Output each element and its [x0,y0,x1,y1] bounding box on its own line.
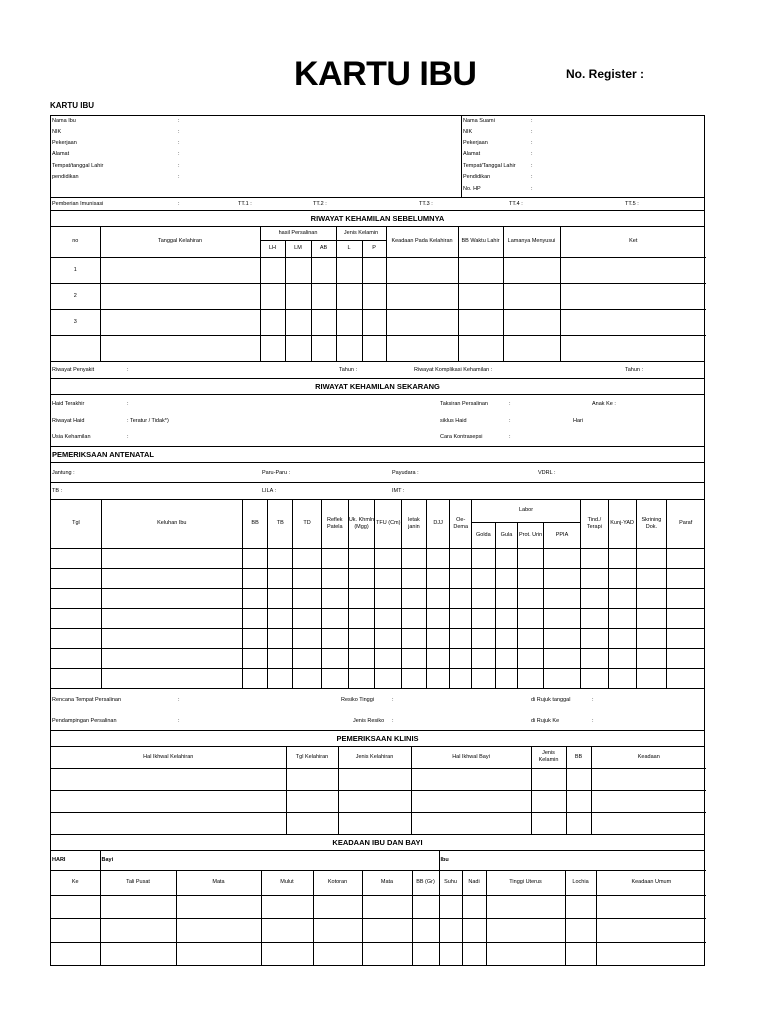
col-bb: BB [242,500,268,548]
col-djj: DJJ [426,500,450,548]
page-title: KARTU IBU [294,55,477,93]
table-row [51,283,706,309]
col-screening: Skrining Dok. [636,500,667,548]
child-order-field[interactable]: Anak Ke : [592,401,616,407]
tb-field[interactable]: TB : [52,488,63,494]
table-row [51,812,706,834]
husband-phone-field[interactable]: : [531,186,533,192]
mother-job-field[interactable]: : [178,140,180,146]
col-baby-eyes: Mata [176,870,261,895]
day-label: HARI [51,851,100,870]
mother-job-label: Pekerjaan [52,140,77,146]
disease-year-field[interactable]: Tahun : [339,367,358,373]
mother-education-label: pendidikan [52,174,79,180]
mother-birth-label: Tempat/tanggal Lahir [52,163,104,169]
husband-name-field[interactable]: : [531,118,533,124]
referral-date-label: di Rujuk tanggal [531,697,571,703]
husband-name-label: Nama Suami [463,118,495,124]
col-birth-date: Tgl Kelahiran [286,747,338,768]
previous-pregnancy-table-wrap [51,227,704,362]
antenatal-heading: PEMERIKSAAN ANTENATAL [51,447,704,463]
contraception-field[interactable]: : [509,434,511,440]
col-ab: AB [311,240,336,257]
high-risk-field[interactable]: : [392,697,394,703]
complication-history-field[interactable]: Riwayat Komplikasi Kehamilan : [414,367,493,373]
mother-name-field[interactable]: : [178,118,180,124]
antenatal-exam-row-2 [51,483,704,500]
tt4-field[interactable]: TT.4 : [509,201,523,207]
col-birth-state: Keadaan Pada Kelahiran [386,227,458,257]
table-row [51,548,704,568]
col-sex: Jenis Kelamin [336,227,386,240]
mother-baby-heading: KEADAAN IBU DAN BAYI [51,835,704,851]
col-pulse: Nadi [462,870,486,895]
immunization-label: Pemberian Imunisasi [52,201,104,207]
immunization-colon: : [178,201,180,207]
gestational-age-label: Usia Kehamilan [52,434,91,440]
col-td: TD [293,500,322,548]
col-golda: Golda [472,522,496,548]
delivery-place-field[interactable]: : [178,697,180,703]
husband-address-field[interactable]: : [531,151,533,157]
previous-pregnancy-heading: RIWAYAT KEHAMILAN SEBELUMNYA [51,211,704,227]
current-pregnancy-heading: RIWAYAT KEHAMILAN SEKARANG [51,379,704,395]
immunization-row [51,198,704,211]
referred-to-field[interactable]: : [592,718,594,724]
table-row [51,568,704,588]
disease-history-field[interactable]: : [127,367,129,373]
husband-job-field[interactable]: : [531,140,533,146]
col-l: L [336,240,362,257]
mother-name-label: Nama Ibu [52,118,76,124]
col-gula: Gula [495,522,518,548]
row-number: 3 [51,309,100,335]
col-gestation: Uk. Khmln (Mgg) [348,500,375,548]
clinical-table-wrap [51,747,704,835]
husband-birth-field[interactable]: : [531,163,533,169]
col-next-visit: Kunj-YAD [608,500,636,548]
lmp-field[interactable]: : [127,401,129,407]
delivery-plan-section [51,689,704,731]
col-mouth: Mulut [261,870,313,895]
vdrl-field[interactable]: VDRL : [538,470,556,476]
tt5-field[interactable]: TT.5 : [625,201,639,207]
identity-section [51,116,704,198]
col-lochia: Lochia [565,870,596,895]
risk-type-field[interactable]: : [392,718,394,724]
col-birth-circumstance: Hal Ikhwal Kelahiran [51,747,286,768]
col-uterus-height: Tinggi Uterus [486,870,565,895]
husband-address-label: Alamat [463,151,481,157]
col-therapy: Tind./ Terapi [581,500,609,548]
register-number-label: No. Register : [566,67,645,81]
husband-nik-field[interactable]: : [531,129,533,135]
tt3-field[interactable]: TT.3 : [419,201,433,207]
col-nursing: Lamanya Menyusui [503,227,560,257]
col-signature: Paraf [667,500,704,548]
contraception-label: Cara Kontrasepsi [440,434,483,440]
table-row [51,588,704,608]
lungs-field[interactable]: Paru-Paru : [262,470,291,476]
antenatal-visit-table [51,500,704,688]
husband-job-label: Pekerjaan [463,140,488,146]
card-subtitle: KARTU IBU [50,101,94,110]
menstrual-history-field[interactable]: : Teratur / Tidak*) [127,418,169,424]
companion-label: Pendampingan Persalinan [52,718,117,724]
col-umbilical: Tali Pusat [100,870,176,895]
delivery-place-label: Rencana Tempat Persalinan [52,697,121,703]
mother-nik-field[interactable]: : [178,129,180,135]
mother-birth-field[interactable]: : [178,163,180,169]
mother-education-field[interactable]: : [178,174,180,180]
husband-education-field[interactable]: : [531,174,533,180]
table-row [51,309,706,335]
col-eyes: Mata [362,870,412,895]
mother-group-label: Ibu [439,851,706,870]
days-label: Hari [573,418,584,424]
table-row [51,257,706,283]
lila-field[interactable]: LILA : [262,488,277,494]
col-stool: Kotoran [313,870,362,895]
col-oedema: Oe-Dema [450,500,472,548]
disease-history-row [51,362,704,379]
tt1-field[interactable]: TT.1 : [238,201,252,207]
row-number: 1 [51,257,100,283]
identity-divider [461,116,462,197]
clinical-exam-table [51,747,706,834]
col-birth-date: Tanggal Kelahiran [100,227,260,257]
table-row [51,628,704,648]
complication-year-field[interactable]: Tahun : [625,367,644,373]
col-tfu: TFU (Cm) [375,500,402,548]
col-tb: TB [268,500,293,548]
col-no: no [51,227,100,257]
col-labor: Labor [472,500,581,522]
col-birth-type: Jenis Kelahiran [338,747,411,768]
table-row [51,942,706,965]
antenatal-exam-row-1 [51,463,704,483]
disease-history-label: Riwayat Penyakit [52,367,95,373]
due-date-label: Taksiran Persalinan [440,401,488,407]
high-risk-label: Resiko Tinggi [341,697,375,703]
col-condition: Keadaan [591,747,706,768]
table-row [51,648,704,668]
antenatal-table-wrap [51,500,704,689]
row-number [51,335,100,361]
table-row [51,790,706,812]
heart-field[interactable]: Jantung : [52,470,75,476]
col-weight-gr: BB (Gr) [412,870,439,895]
current-pregnancy-section [51,395,704,447]
col-general-condition: Keadaan Umum [596,870,706,895]
table-row [51,608,704,628]
mother-address-field[interactable]: : [178,151,180,157]
mother-baby-table-wrap [51,851,704,965]
col-patellar: Reflek Patela [321,500,348,548]
col-lh: LH [260,240,285,257]
col-day-number: Ke [51,870,100,895]
mother-baby-table [51,851,706,965]
row-number: 2 [51,283,100,309]
mother-card-form [50,115,705,966]
table-row [51,668,704,688]
col-fetal-position: letak janin [402,500,427,548]
clinical-exam-heading: PEMERIKSAAN KLINIS [51,731,704,747]
mother-nik-label: NIK [52,129,62,135]
breast-field[interactable]: Payudara : [392,470,419,476]
due-date-field[interactable]: : [509,401,511,407]
mother-address-label: Alamat [52,151,70,157]
referred-to-label: di Rujuk Ke [531,718,560,724]
husband-birth-label: Tempat/Tanggal Lahir [463,163,516,169]
baby-group-label: Bayi [100,851,439,870]
col-p: P [362,240,386,257]
tt2-field[interactable]: TT.2 : [313,201,327,207]
referral-date-field[interactable]: : [592,697,594,703]
col-date: Tgl [51,500,101,548]
gestational-age-field[interactable]: : [127,434,129,440]
col-lm: LM [285,240,311,257]
companion-field[interactable]: : [178,718,180,724]
previous-pregnancy-table [51,227,706,361]
table-row [51,335,706,361]
col-baby-sex: Jenis Kelamin [531,747,566,768]
table-row [51,895,706,918]
col-prot-urin: Prot. Urin [518,522,544,548]
col-ppia: PPIA [543,522,580,548]
col-baby-circumstance: Hal Ikhwal Bayi [411,747,531,768]
col-temperature: Suhu [439,870,462,895]
lmp-label: Haid Terakhir [52,401,85,407]
table-row [51,918,706,942]
cycle-field[interactable]: : [509,418,511,424]
col-birth-outcome: hasil Persalinan [260,227,336,240]
col-complaint: Keluhan Ibu [101,500,242,548]
menstrual-history-label: Riwayat Haid [52,418,85,424]
husband-nik-label: NIK [463,129,473,135]
col-note: Ket [560,227,706,257]
husband-education-label: Pendidikan [463,174,491,180]
table-row [51,768,706,790]
cycle-label: siklus Haid [440,418,467,424]
col-baby-weight: BB [566,747,591,768]
col-birth-weight: BB Waktu Lahir [458,227,503,257]
risk-type-label: Jenis Resiko [353,718,385,724]
imt-field[interactable]: IMT : [392,488,405,494]
husband-phone-label: No. HP [463,186,481,192]
